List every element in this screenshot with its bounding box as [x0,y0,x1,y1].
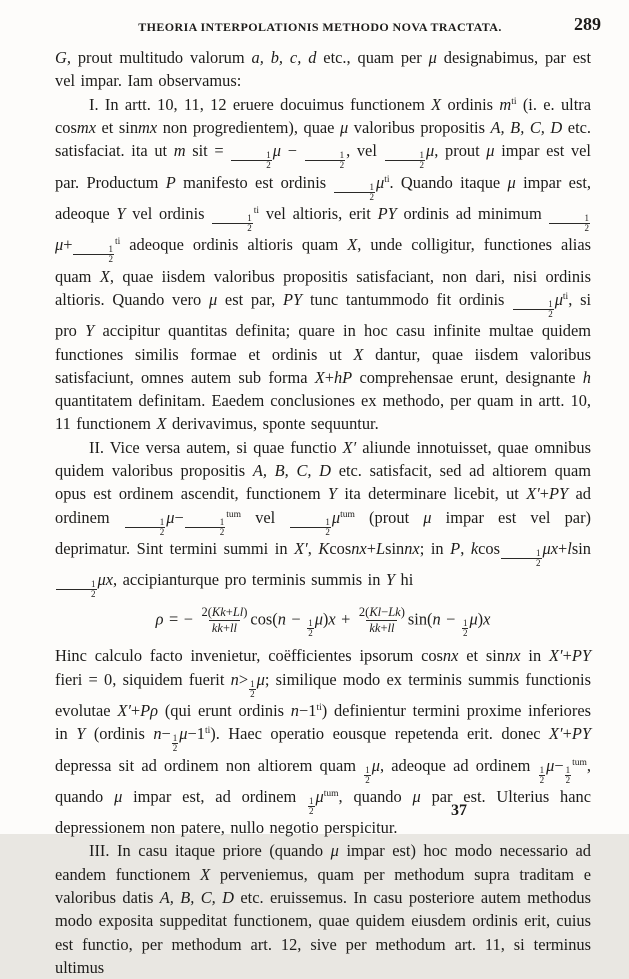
signature-number: 37 [451,802,467,819]
fraction: $\frac{1}{2}$ [73,245,114,264]
paragraph: II. Vice versa autem, si quae functio X′ aliunde innotuisset, quae omnibus quidem valoribus propositis A, B, C, D etc. satisfacit, sed ad altiorem quam opus est ordinem ascendit, functionem Y ita determinare licebit, ut X′+PY ad ordinem $\frac{1}{2}$ μ− $\frac{1}{2}$ $^{tum}$ vel $\frac{1}{2}$ $\mu^{tum}$ (prout μ impar est vel par) deprimatur. Sint termini summi in X′, Kcosnx+Lsinnx; in P, kcos $\frac{1}{2}$ μx+lsin $\frac{1}{2}$ μx, accipianturque pro terminis summis in Y hi [55,437,592,600]
fraction: $\frac{1}{2}$ [231,151,272,170]
fraction: $\frac{1}{2}$ [290,518,331,537]
fraction: $\frac{1}{2}$ [309,795,314,817]
fraction: $\frac{1}{2}$ [549,214,590,233]
fraction: $\frac{1}{2}$ [308,617,313,639]
page-number: 289 [574,14,601,34]
fraction: $\frac{1}{2}$ [565,764,571,785]
fraction: $\frac{1}{2}$ [305,151,346,170]
fraction: $\frac{1}{2}$ [172,733,178,754]
fraction: $\frac{1}{2}$ [385,151,426,170]
fraction: $\frac{1}{2}$ [462,617,468,639]
paragraph: G, prout multitudo valorum a, b, c, d etc., quam per μ designabimus, par est vel impar. Iam observamus: [55,48,591,91]
paragraph: I. In artt. 10, 11, 12 eruere docuimus functionem X ordinis $m^{ti}$ (i. e. ultra cosmx et sinmx non progredientem), quae μ valoribus propositis A, B, C, D etc. satisfaciat. ita ut m sit = $\frac{1}{2}$ μ − $\frac{1}{2}$ , vel $\frac{1}{2}$ μ, prout μ impar est vel par. Productum P manifesto est ordinis $\frac{1}{2}$ $\mu^{ti}$. Quando itaque μ impar est, adeoque Y vel ordinis $\frac{1}{2}$ $^{ti}$ vel altioris, erit PY ordinis ad minimum $\frac{1}{2}$ μ+ $\frac{1}{2}$ $^{ti}$ adeoque ordinis altioris quam X, unde colligitur, functiones alias quam X, quae iisdem valoribus propositis satisfaciant, non dari, nisi ordinis altioris. Quando vero μ est par, PY tunc tantummodo fit ordinis $\frac{1}{2}$ $\mu^{ti}$, si pro Y accipitur quantitas definita; quare in hoc casu infinite multae quidem functiones similis formae et ordinis ut X dantur, quae iisdem valoribus satisfaciunt, omnes autem sub forma X+hP comprehensae erunt, designante h quantitatem definitam. Eaedem conclusiones ex methodo, per quam in artt. 10, 11 functionem X derivavimus, sponte sequuntur. [55,94,591,434]
fraction: $\frac{1}{2}$ [334,183,375,202]
running-title: THEORIA INTERPOLATIONIS METHODO NOVA TRACTATA. [138,20,502,34]
fraction: $\frac{1}{2}$ [365,764,370,785]
fraction: $\frac{1}{2}$ [185,518,226,537]
fraction: $\frac{1}{2}$ [212,214,253,233]
fraction: $\frac{1}{2}$ [501,549,542,568]
fraction: $\frac{1}{2}$ [513,300,554,319]
text-body [55,46,591,979]
display-formula: ρ = − $\frac{2(Kk+Ll)}{kk+ll}$ cos(n − $\frac{1}{2}$ μ)x + $\frac{2(Kl-Lk)}{kk+ll}$ sin(n − $\frac{1}{2}$ μ)x [155,604,491,639]
fraction: $\frac{1}{2}$ [250,678,255,699]
display-fraction: $\frac{2(Kk+Ll)}{kk+ll}$ [201,604,248,635]
display-fraction: $\frac{2(Kl-Lk)}{kk+ll}$ [358,604,405,635]
fraction: $\frac{1}{2}$ [539,764,545,785]
fraction: $\frac{1}{2}$ [125,518,166,537]
fraction: $\frac{1}{2}$ [56,580,97,599]
paragraph: Hinc calculo facto invenietur, coëfficientes ipsorum cosnx et sinnx in X′+PY fieri = 0, siquidem fuerit n> $\frac{1}{2}$ μ; similique modo ex terminis summis functionis evolutae X′+Pρ (qui erunt ordinis $n-1^{ti}$) definientur termini proxime inferiores in Y (ordinis n− $\frac{1}{2}$ $\mu-1^{ti}$). Haec operatio eousque repetenda erit. donec X′+PY depressa sit ad ordinem non altiorem quam $\frac{1}{2}$ μ, adeoque ad ordinem $\frac{1}{2}$ μ− $\frac{1}{2}$ $^{tum}$, quando μ impar est, ad ordinem $\frac{1}{2}$ $\mu^{tum}$, quando μ par est. Ulterius hanc depressionem non patere, nullo negotio perspicitur. [55,646,592,838]
paragraph: III. In casu itaque priore (quando μ impar est) hoc modo necessario ad eandem functionem X perveniemus, quam per methodum supra traditam e valoribus datis A, B, C, D etc. eruissemus. In casu posteriore autem methodus modo exposita suppeditat functionem, quae quidem eiusdem ordinis erit, cuius est functio, per methodum art. 12, sive per methodum art. 11, si terminus ultimus [55,841,592,977]
